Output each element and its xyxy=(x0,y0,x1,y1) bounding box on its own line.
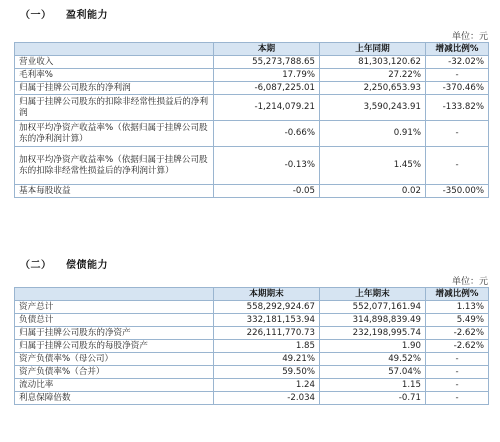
table-row xyxy=(15,392,489,405)
previous-value: 314,898,839.49 xyxy=(320,314,426,327)
change-value: -32.02% xyxy=(426,56,489,69)
previous-value: 57.04% xyxy=(320,366,426,379)
section-title-text: 盈利能力 xyxy=(66,10,108,21)
change-value: - xyxy=(426,69,489,82)
previous-value: 0.91% xyxy=(320,121,426,147)
current-value: -0.66% xyxy=(214,121,320,147)
current-value: 17.79% xyxy=(214,69,320,82)
header-cell: 增减比例% xyxy=(426,43,489,56)
current-value: -6,087,225.01 xyxy=(214,82,320,95)
row-label: 利息保障倍数 xyxy=(15,392,214,405)
change-value: - xyxy=(426,353,489,366)
table-row xyxy=(15,327,489,340)
previous-value: -0.71 xyxy=(320,392,426,405)
table-row xyxy=(15,301,489,314)
table-row xyxy=(15,353,489,366)
row-label: 流动比率 xyxy=(15,379,214,392)
previous-value: 0.02 xyxy=(320,185,426,198)
header-cell xyxy=(15,288,214,301)
header-cell: 本期期末 xyxy=(214,288,320,301)
header-cell: 上年期末 xyxy=(320,288,426,301)
change-value: - xyxy=(426,147,489,185)
table-header-row xyxy=(15,288,489,301)
current-value: 59.50% xyxy=(214,366,320,379)
previous-value: 27.22% xyxy=(320,69,426,82)
row-label: 归属于挂牌公司股东的净利润 xyxy=(15,82,214,95)
current-value: -0.13% xyxy=(214,147,320,185)
previous-value: 3,590,243.91 xyxy=(320,95,426,121)
row-label: 加权平均净资产收益率%（依据归属于挂牌公司股东的扣除非经常性损益后的净利润计算） xyxy=(15,147,214,185)
previous-value: 49.52% xyxy=(320,353,426,366)
table-row xyxy=(15,121,489,147)
header-cell: 上年同期 xyxy=(320,43,426,56)
row-label: 基本每股收益 xyxy=(15,185,214,198)
change-value: -2.62% xyxy=(426,327,489,340)
section-title-solvency xyxy=(20,256,108,271)
current-value: -0.05 xyxy=(214,185,320,198)
current-value: 49.21% xyxy=(214,353,320,366)
section-title-profitability xyxy=(20,6,108,21)
header-cell: 增减比例% xyxy=(426,288,489,301)
previous-value: 1.15 xyxy=(320,379,426,392)
table-row xyxy=(15,366,489,379)
profitability-table xyxy=(14,42,489,198)
change-value: 1.13% xyxy=(426,301,489,314)
row-label: 资产负债率%（合并） xyxy=(15,366,214,379)
row-label: 营业收入 xyxy=(15,56,214,69)
change-value: - xyxy=(426,379,489,392)
current-value: 226,111,770.73 xyxy=(214,327,320,340)
table-row xyxy=(15,56,489,69)
table-row xyxy=(15,95,489,121)
unit-label: 单位：元 xyxy=(451,277,488,287)
row-label: 负债总计 xyxy=(15,314,214,327)
previous-value: 2,250,653.93 xyxy=(320,82,426,95)
change-value: - xyxy=(426,366,489,379)
change-value: - xyxy=(426,392,489,405)
table-row xyxy=(15,69,489,82)
solvency-table xyxy=(14,287,489,405)
table-row xyxy=(15,185,489,198)
current-value: 332,181,153.94 xyxy=(214,314,320,327)
current-value: 558,292,924.67 xyxy=(214,301,320,314)
header-cell: 本期 xyxy=(214,43,320,56)
change-value: -2.62% xyxy=(426,340,489,353)
current-value: 55,273,788.65 xyxy=(214,56,320,69)
row-label: 加权平均净资产收益率%（依据归属于挂牌公司股东的净利润计算） xyxy=(15,121,214,147)
current-value: 1.24 xyxy=(214,379,320,392)
current-value: -1,214,079.21 xyxy=(214,95,320,121)
previous-value: 1.45% xyxy=(320,147,426,185)
unit-label: 单位：元 xyxy=(451,32,488,42)
table-row xyxy=(15,379,489,392)
table-row xyxy=(15,340,489,353)
change-value: 5.49% xyxy=(426,314,489,327)
section-title-text: 偿债能力 xyxy=(66,260,108,271)
table-row xyxy=(15,82,489,95)
section-number: （一） xyxy=(20,10,52,21)
previous-value: 81,303,120.62 xyxy=(320,56,426,69)
row-label: 归属于挂牌公司股东的每股净资产 xyxy=(15,340,214,353)
previous-value: 552,077,161.94 xyxy=(320,301,426,314)
change-value: - xyxy=(426,121,489,147)
current-value: -2.034 xyxy=(214,392,320,405)
row-label: 归属于挂牌公司股东的扣除非经常性损益后的净利润 xyxy=(15,95,214,121)
section-number: （二） xyxy=(20,260,52,271)
row-label: 资产总计 xyxy=(15,301,214,314)
row-label: 资产负债率%（母公司） xyxy=(15,353,214,366)
current-value: 1.85 xyxy=(214,340,320,353)
row-label: 归属于挂牌公司股东的净资产 xyxy=(15,327,214,340)
header-cell xyxy=(15,43,214,56)
previous-value: 232,198,995.74 xyxy=(320,327,426,340)
previous-value: 1.90 xyxy=(320,340,426,353)
change-value: -370.46% xyxy=(426,82,489,95)
table-row xyxy=(15,314,489,327)
change-value: -350.00% xyxy=(426,185,489,198)
row-label: 毛利率% xyxy=(15,69,214,82)
table-header-row xyxy=(15,43,489,56)
table-row xyxy=(15,147,489,185)
change-value: -133.82% xyxy=(426,95,489,121)
